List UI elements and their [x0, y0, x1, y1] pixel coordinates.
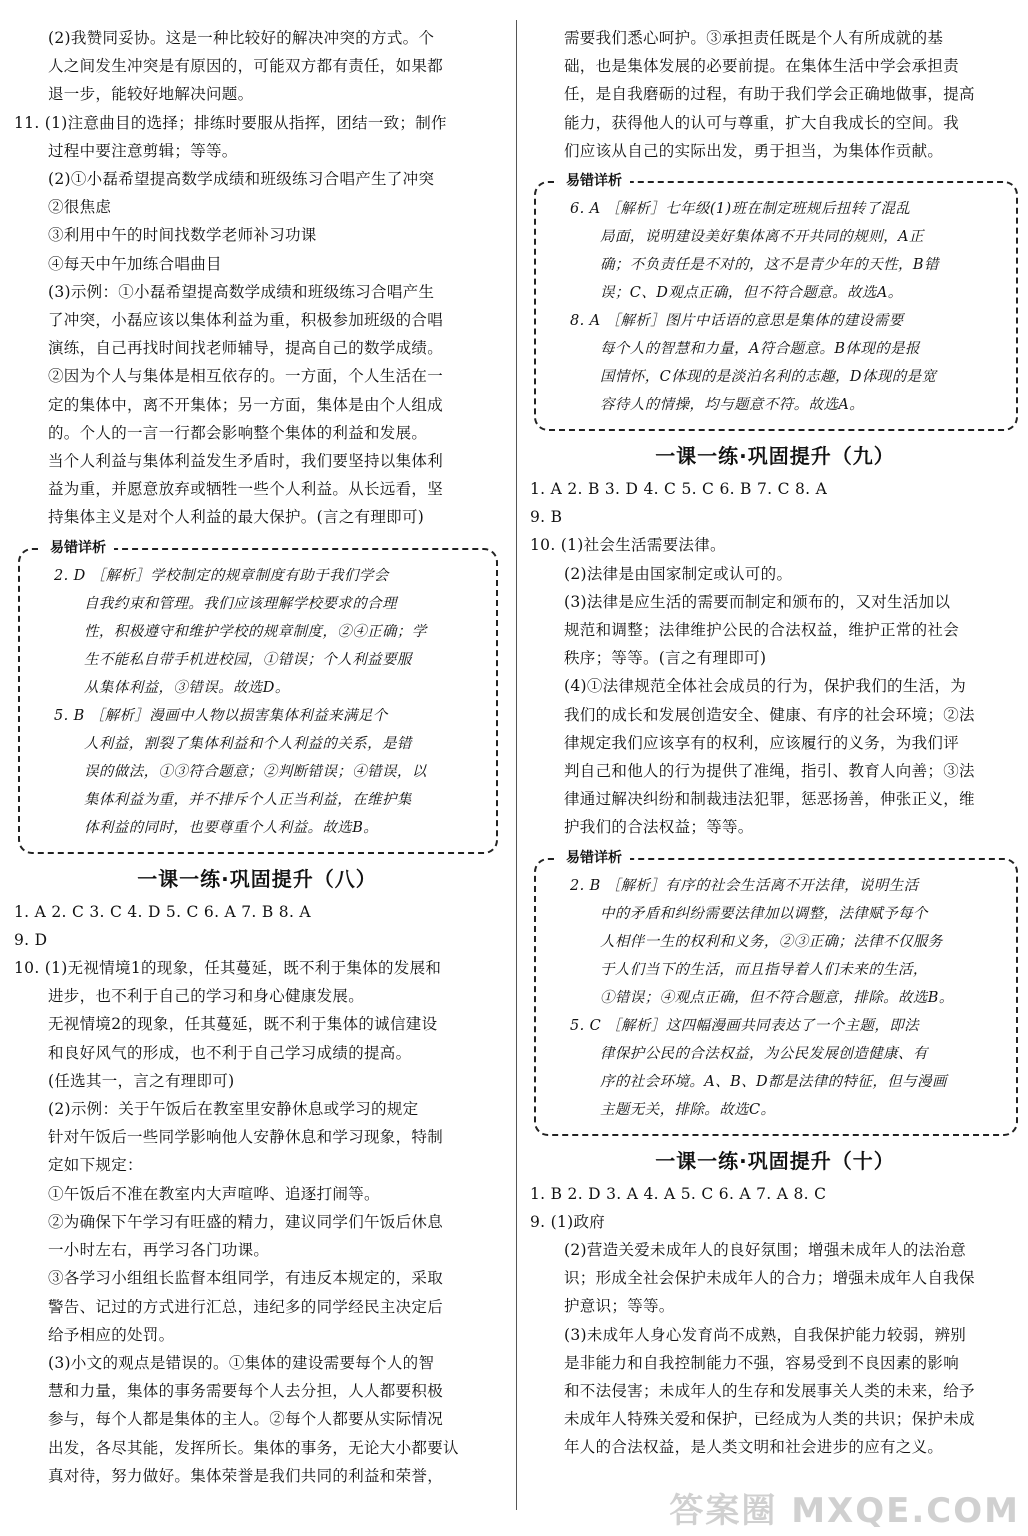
- text-line: 慧和力量，集体的事务需要每个人去分担，人人都要积极: [48, 1382, 444, 1401]
- text-line: 律规定我们应该享有的权利，应该履行的义务，为我们评: [564, 733, 960, 752]
- text-line: 们应该从自己的实际出发，勇于担当，为集体作贡献。: [564, 141, 944, 160]
- text-line: ③利用中午的时间找数学老师补习功课: [48, 226, 317, 245]
- text-line: 了冲突，小磊应该以集体利益为重，积极参加班级的合唱: [48, 311, 444, 330]
- text-line: 从集体利益，③错误。故选D。: [84, 679, 290, 696]
- text-line: 每个人的智慧和力量，A符合题意。B体现的是报: [600, 341, 920, 358]
- text-line: 础，也是集体发展的必要前提。在集体生活中学会承担责: [564, 57, 960, 76]
- text-line: (任选其一，言之有理即可): [48, 1071, 235, 1090]
- text-line: 1. A 2. B 3. D 4. C 5. C 6. B 7. C 8. A: [530, 480, 828, 499]
- text-line: (4)①法律规范全体社会成员的行为，保护我们的生活，为: [564, 677, 967, 696]
- right-answers-9: [530, 475, 1020, 842]
- text-line: 律保护公民的合法权益，为公民发展创造健康、有: [600, 1045, 928, 1062]
- text-line: 1. B 2. D 3. A 4. A 5. C 6. A 7. A 8. C: [530, 1184, 827, 1203]
- text-line: 和不法侵害；未成年人的生存和发展事关人类的未来，给予: [564, 1382, 975, 1401]
- text-line: 律通过解决纠纷和制裁违法犯罪，惩恶扬善，伸张正义，维: [564, 790, 975, 809]
- text-line: (2)①小磊希望提高数学成绩和班级练习合唱产生了冲突: [48, 170, 435, 189]
- text-line: 和良好风气的形成，也不利于自己学习成绩的提高。: [48, 1043, 412, 1062]
- text-line: 判自己和他人的行为提供了准绳，指引、教育人向善；③法: [564, 762, 975, 781]
- text-line: 定的集体中，离不开集体；另一方面，集体是由个人组成: [48, 395, 444, 414]
- text-line: 出发，各尽其能，发挥所长。集体的事务，无论大小都要认: [48, 1438, 459, 1457]
- text-line: 10. (1)无视情境1的现象，任其蔓延，既不利于集体的发展和: [14, 959, 442, 978]
- text-line: 参与，每个人都是集体的主人。②每个人都要从实际情况: [48, 1410, 444, 1429]
- box-lines: [554, 872, 1004, 1124]
- error-analysis-box-2: [534, 173, 1018, 431]
- left-answers-8: [14, 898, 500, 1490]
- text-line: (2)法律是由国家制定或认可的。: [564, 564, 793, 583]
- left-column: [14, 24, 500, 1490]
- text-line: 过程中要注意剪辑；等等。: [48, 141, 238, 160]
- text-line: (3)示例：①小磊希望提高数学成绩和班级练习合唱产生: [48, 282, 435, 301]
- text-line: 进步，也不利于自己的学习和身心健康发展。: [48, 987, 365, 1006]
- text-line: 人利益，割裂了集体利益和个人利益的关系，是错: [84, 735, 412, 752]
- text-line: ④每天中午加练合唱曲目: [48, 254, 222, 273]
- box-lines: [554, 195, 1004, 419]
- section-heading-9: 一课一练·巩固提升（九）: [655, 444, 895, 469]
- text-line: 8. A ［解析］图片中话语的意思是集体的建设需要: [570, 313, 904, 330]
- text-line: 集体利益为重，并不排斥个人正当利益，在维护集: [84, 791, 412, 808]
- text-line: 主题无关，排除。故选C。: [600, 1101, 776, 1118]
- error-analysis-box-1: [18, 539, 498, 854]
- text-line: ③各学习小组组长监督本组同学，有违反本规定的，采取: [48, 1269, 444, 1288]
- text-line: 于人们当下的生活，而且指导着人们未来的生活，: [600, 961, 928, 978]
- text-line: 国情怀，C体现的是淡泊名利的志趣，D体现的是宽: [600, 369, 937, 386]
- text-line: 需要我们悉心呵护。③承担责任既是个人有所成就的基: [564, 29, 944, 47]
- text-line: 误的做法，①③符合题意；②判断错误；④错误，以: [84, 763, 427, 780]
- text-line: 定如下规定：: [48, 1156, 143, 1175]
- right-column: [530, 24, 1020, 1462]
- text-line: 9. D: [14, 930, 48, 949]
- text-line: 未成年人特殊关爱和保护，已经成为人类的共识；保护未成: [564, 1410, 975, 1429]
- text-line: ②因为个人与集体是相互依存的。一方面，个人生活在一: [48, 367, 444, 386]
- text-line: 中的矛盾和纠纷需要法律加以调整，法律赋予每个: [600, 905, 928, 922]
- right-answers-10: [530, 1180, 1020, 1462]
- text-line: 人之间发生冲突是有原因的，可能双方都有责任，如果都: [48, 57, 444, 76]
- text-line: 益为重，并愿意放弃或牺牲一些个人利益。从长远看，坚: [48, 480, 444, 499]
- text-line: 5. B ［解析］漫画中人物以损害集体利益来满足个: [54, 707, 388, 724]
- text-line: 能力，获得他人的认可与尊重，扩大自我成长的空间。我: [564, 113, 960, 132]
- text-line: 误；C、D观点正确，但不符合题意。故选A。: [600, 285, 903, 302]
- box-title: 易错详析: [42, 537, 114, 557]
- text-line: 秩序；等等。(言之有理即可): [564, 649, 767, 668]
- text-line: 容待人的情操，均与题意不符。故选A。: [600, 397, 865, 414]
- text-line: 的。个人的一言一行都会影响整个集体的利益和发展。: [48, 423, 428, 442]
- box-lines: [38, 562, 484, 842]
- text-line: 9. (1)政府: [530, 1212, 606, 1231]
- text-line: (2)我赞同妥协。这是一种比较好的解决冲突的方式。个: [48, 29, 435, 47]
- right-answers-8-cont: [530, 24, 1020, 165]
- text-line: 自我约束和管理。我们应该理解学校要求的合理: [84, 595, 397, 612]
- text-line: 持集体主义是对个人利益的最大保护。(言之有理即可): [48, 508, 425, 527]
- text-line: 生不能私自带手机进校园，①错误；个人利益要服: [84, 651, 412, 668]
- text-line: 任，是自我磨砺的过程，有助于我们学会正确地做事，提高: [564, 85, 975, 104]
- text-line: 序的社会环境。A、B、D都是法律的特征，但与漫画: [600, 1073, 947, 1090]
- text-line: 人相伴一生的权利和义务，②③正确；法律不仅服务: [600, 933, 943, 950]
- text-line: 无视情境2的现象，任其蔓延，既不利于集体的诚信建设: [48, 1015, 438, 1034]
- section-heading-10: 一课一练·巩固提升（十）: [655, 1148, 895, 1173]
- text-line: 10. (1)社会生活需要法律。: [530, 536, 726, 555]
- text-line: ①午饭后不准在教室内大声喧哗、追逐打闹等。: [48, 1184, 380, 1203]
- text-line: ②很焦虑: [48, 198, 112, 217]
- text-line: 9. B: [530, 508, 563, 527]
- text-line: 年人的合法权益，是人类文明和社会进步的应有之义。: [564, 1438, 944, 1457]
- text-line: 2. D ［解析］学校制定的规章制度有助于我们学会: [54, 567, 389, 584]
- text-line: 给予相应的处罚。: [48, 1325, 175, 1344]
- left-answers-7: [14, 24, 500, 532]
- section-heading-8: 一课一练·巩固提升（八）: [137, 866, 377, 891]
- text-line: 护我们的合法权益；等等。: [564, 818, 754, 837]
- text-line: 局面，说明建设美好集体离不开共同的规则，A正: [600, 229, 924, 246]
- text-line: 是非能力和自我控制能力不强，容易受到不良因素的影响: [564, 1353, 960, 1372]
- text-line: 1. A 2. C 3. C 4. D 5. C 6. A 7. B 8. A: [14, 902, 311, 921]
- text-line: (3)未成年人身心发育尚不成熟，自我保护能力较弱，辨别: [564, 1325, 967, 1344]
- text-line: ①错误；④观点正确，但不符合题意，排除。故选B。: [600, 989, 954, 1006]
- text-line: 当个人利益与集体利益发生矛盾时，我们要坚持以集体利: [48, 452, 444, 471]
- column-divider: [516, 20, 517, 1510]
- text-line: 5. C ［解析］这四幅漫画共同表达了一个主题，即法: [570, 1017, 920, 1034]
- text-line: (3)小文的观点是错误的。①集体的建设需要每个人的智: [48, 1353, 435, 1372]
- text-line: (2)营造关爱未成年人的良好氛围；增强未成年人的法治意: [564, 1241, 967, 1260]
- box-title: 易错详析: [558, 847, 630, 867]
- text-line: (3)法律是应生活的需要而制定和颁布的，又对生活加以: [564, 592, 951, 611]
- box-title: 易错详析: [558, 170, 630, 190]
- text-line: 真对待，努力做好。集体荣誉是我们共同的利益和荣誉，: [48, 1466, 444, 1485]
- text-line: 6. A ［解析］七年级(1)班在制定班规后扭转了混乱: [570, 201, 911, 218]
- error-analysis-box-3: [534, 849, 1018, 1136]
- text-line: 警告、记过的方式进行汇总，违纪多的同学经民主决定后: [48, 1297, 444, 1316]
- text-line: 性，积极遵守和维护学校的规章制度，②④正确；学: [84, 623, 427, 640]
- text-line: 演练，自己再找时间找老师辅导，提高自己的数学成绩。: [48, 339, 444, 358]
- text-line: (2)示例：关于午饭后在教室里安静休息或学习的规定: [48, 1100, 419, 1119]
- text-line: 规范和调整；法律维护公民的合法权益，维护正常的社会: [564, 621, 960, 640]
- text-line: 11. (1)注意曲目的选择；排练时要服从指挥，团结一致；制作: [14, 113, 447, 132]
- text-line: 退一步，能较好地解决问题。: [48, 85, 254, 104]
- text-line: 识；形成全社会保护未成年人的合力；增强未成年人自我保: [564, 1269, 975, 1288]
- text-line: ②为确保下午学习有旺盛的精力，建议同学们午饭后休息: [48, 1212, 444, 1231]
- text-line: 确；不负责任是不对的，这不是青少年的天性，B错: [600, 257, 939, 274]
- text-line: 我们的成长和发展创造安全、健康、有序的社会环境；②法: [564, 705, 975, 724]
- text-line: 针对午饭后一些同学影响他人安静休息和学习现象，特制: [48, 1128, 444, 1147]
- site-watermark: 答案圈 MXQE.COM: [669, 1491, 1020, 1531]
- text-line: 一小时左右，再学习各门功课。: [48, 1241, 270, 1260]
- text-line: 2. B ［解析］有序的社会生活离不开法律，说明生活: [570, 877, 919, 894]
- text-line: 护意识；等等。: [564, 1297, 675, 1316]
- text-line: 体利益的同时，也要尊重个人利益。故选B。: [84, 819, 379, 836]
